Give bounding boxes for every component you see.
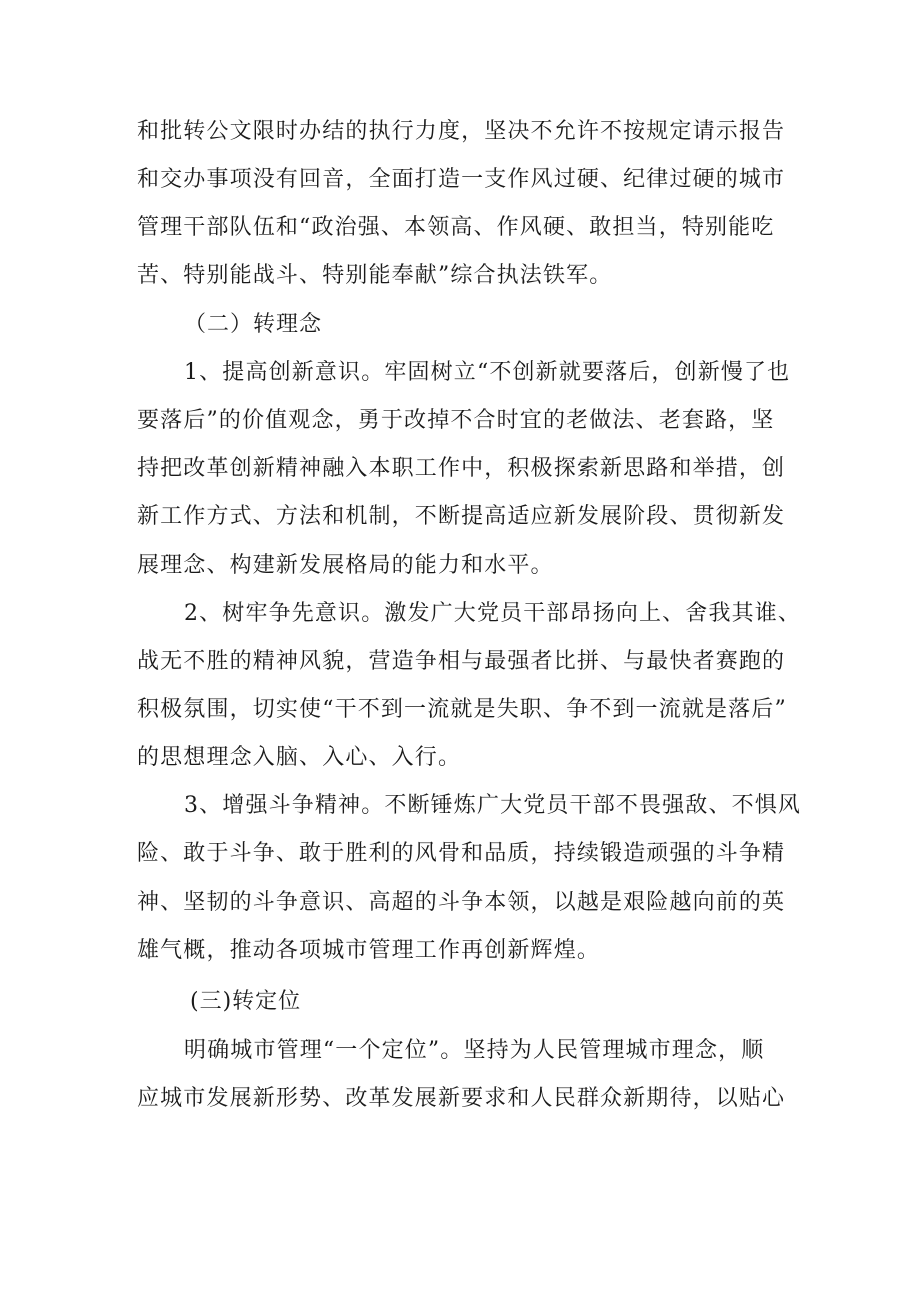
text-line: 的思想理念入脑、入心、入行。 xyxy=(137,745,462,770)
text-line: 战无不胜的精神风貌，营造争相与最强者比拼、与最快者赛跑的 xyxy=(137,649,786,674)
text-line: 2、树牢争先意识。激发广大党员干部昂扬向上、舍我其谁、 xyxy=(184,601,802,626)
text-line: 和交办事项没有回音，全面打造一支作风过硬、纪律过硬的城市 xyxy=(137,167,786,192)
text-line: 要落后”的价值观念，勇于改掉不合时宜的老做法、老套路，坚 xyxy=(137,408,775,433)
text-line: 雄气概，推动各项城市管理工作再创新辉煌。 xyxy=(137,938,601,963)
text-line: 1、提高创新意识。牢固树立“不创新就要落后，创新慢了也 xyxy=(184,360,791,385)
text-line: 持把改革创新精神融入本职工作中，积极探索新思路和举措，创 xyxy=(137,456,786,481)
text-line: 展理念、构建新发展格局的能力和水平。 xyxy=(137,553,554,578)
section-heading: （二）转理念 xyxy=(184,312,323,337)
text-line: 3、增强斗争精神。不断锤炼广大党员干部不畏强敌、不惧风 xyxy=(184,793,802,818)
text-line: 险、敢于斗争、敢于胜利的风骨和品质，持续锻造顽强的斗争精 xyxy=(137,841,786,866)
section-heading: (三)转定位 xyxy=(190,989,302,1014)
text-line: 神、坚韧的斗争意识、高超的斗争本领，以越是艰险越向前的英 xyxy=(137,890,786,915)
text-line: 积极氛围，切实使“干不到一流就是失职、争不到一流就是落后” xyxy=(137,697,787,722)
text-line: 和批转公文限时办结的执行力度，坚决不允许不按规定请示报告 xyxy=(137,119,786,144)
text-line: 苦、特别能战斗、特别能奉献”综合执法铁军。 xyxy=(137,263,613,288)
text-line: 新工作方式、方法和机制，不断提高适应新发展阶段、贯彻新发 xyxy=(137,504,786,529)
text-line: 管理干部队伍和“政治强、本领高、作风硬、敢担当，特别能吃 xyxy=(137,215,775,240)
text-line: 明确城市管理“一个定位”。坚持为人民管理城市理念，顺 xyxy=(184,1038,765,1063)
text-line: 应城市发展新形势、改革发展新要求和人民群众新期待，以贴心 xyxy=(137,1086,786,1111)
